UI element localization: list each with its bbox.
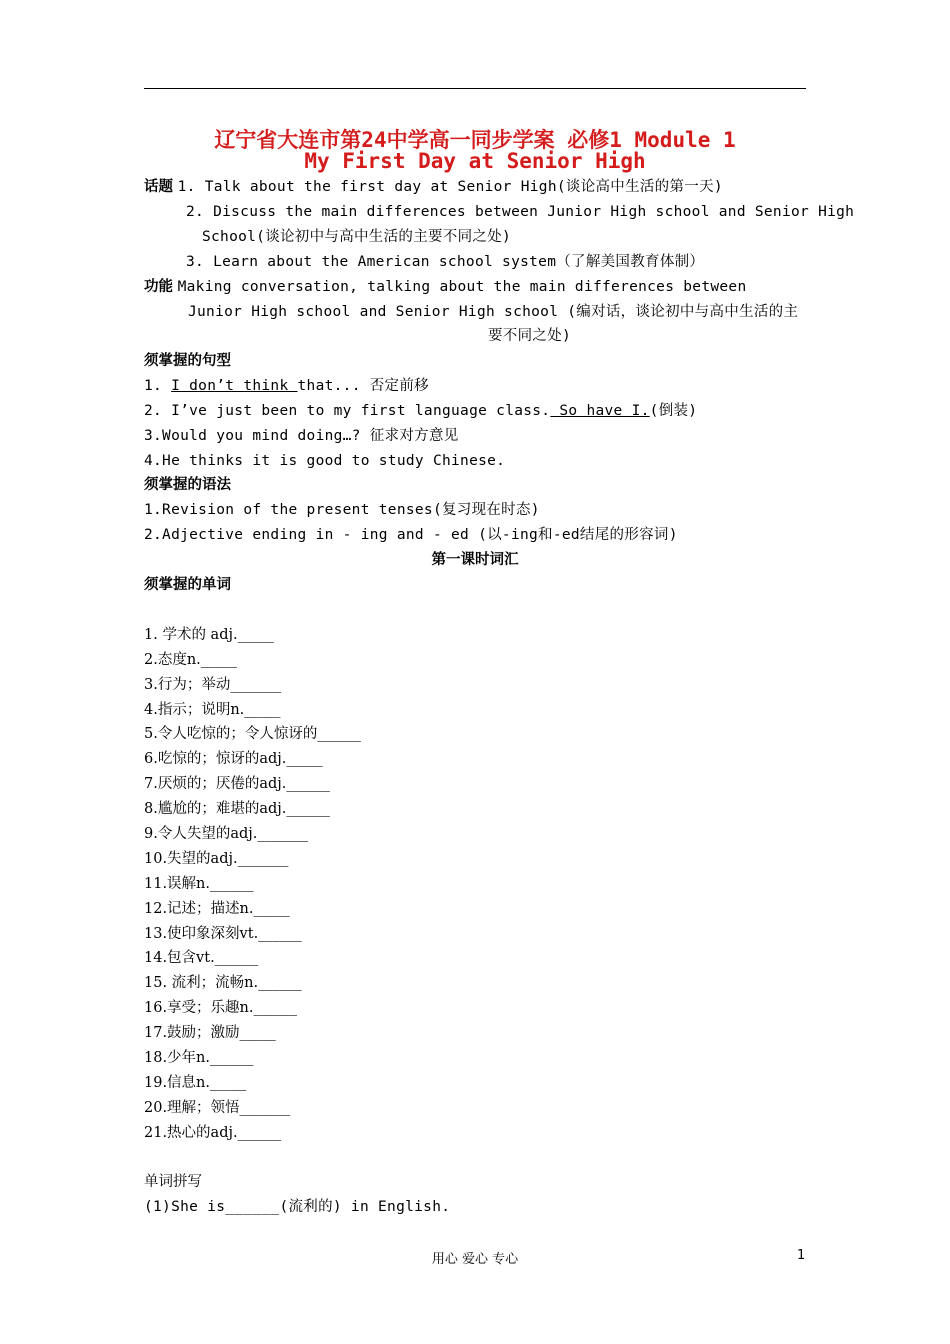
vocab-item: 3.行为；举动_______ <box>144 677 282 693</box>
sentence-1-rest: that... 否定前移 <box>297 378 429 394</box>
topic-item: 1. Talk about the first day at Senior High(谈论高中生活的第一天) <box>177 179 723 195</box>
topic-item: 3. Learn about the American school system（了解美国教育体制） <box>186 254 705 270</box>
lesson-heading: 第一课时词汇 <box>431 552 519 568</box>
function-line: 要不同之处) <box>488 328 572 344</box>
vocab-item: 15. 流利；流畅n.______ <box>144 975 302 991</box>
sentence-3: 3.Would you mind doing…? 征求对方意见 <box>144 428 459 444</box>
grammar-item: 2.Adjective ending in - ing and - ed (以-ing和-ed结尾的形容词) <box>144 527 678 543</box>
spelling-heading: 单词拼写 <box>144 1174 202 1190</box>
sentence-4: 4.He thinks it is good to study Chinese. <box>144 453 506 469</box>
vocab-item: 11.误解n.______ <box>144 876 254 892</box>
sentence-1-key: I don’t think <box>171 378 298 394</box>
vocab-item: 19.信息n._____ <box>144 1075 247 1091</box>
document-title: 辽宁省大连市第24中学高一同步学案 必修1 Module 1 <box>214 128 736 152</box>
function-section <box>144 277 746 297</box>
function-label: 功能 <box>144 279 173 295</box>
vocab-item: 10.失望的adj._______ <box>144 851 289 867</box>
words-heading: 须掌握的单词 <box>144 577 231 593</box>
sentence-2 <box>144 401 697 421</box>
vocab-item: 14.包含vt.______ <box>144 950 259 966</box>
vocab-item: 18.少年n.______ <box>144 1050 254 1066</box>
topic-item: School(谈论初中与高中生活的主要不同之处) <box>202 229 512 245</box>
footer-motto: 用心 爱心 专心 <box>431 1252 519 1267</box>
vocab-item: 16.享受；乐趣n.______ <box>144 1000 298 1016</box>
sentence-1 <box>144 376 429 396</box>
vocab-item: 9.令人失望的adj._______ <box>144 826 309 842</box>
sentences-heading: 须掌握的句型 <box>144 353 231 369</box>
vocab-item: 4.指示；说明n._____ <box>144 702 281 718</box>
vocab-item: 2.态度n._____ <box>144 652 238 668</box>
vocab-item: 13.使印象深刻vt.______ <box>144 926 302 942</box>
sentence-2-start: 2. I’ve just been to my first language class. <box>144 403 551 419</box>
vocab-item: 20.理解；领悟_______ <box>144 1100 291 1116</box>
vocab-item: 1. 学术的 adj._____ <box>144 627 274 643</box>
grammar-heading: 须掌握的语法 <box>144 477 231 493</box>
vocab-item: 17.鼓励；激励_____ <box>144 1025 276 1041</box>
vocab-item: 12.记述；描述n._____ <box>144 901 290 917</box>
header-rule <box>144 88 806 89</box>
vocab-item: 7.厌烦的；厌倦的adj.______ <box>144 776 330 792</box>
function-line: Making conversation, talking about the main differences between <box>177 279 747 295</box>
document-subtitle: My First Day at Senior High <box>304 149 646 173</box>
vocab-item: 5.令人吃惊的；令人惊讶的______ <box>144 726 361 742</box>
spelling-question: (1)She is______(流利的) in English. <box>144 1199 451 1215</box>
page-number: 1 <box>797 1248 806 1263</box>
topics-label: 话题 <box>144 179 173 195</box>
vocab-item: 8.尴尬的；难堪的adj.______ <box>144 801 330 817</box>
topic-item: 2. Discuss the main differences between Junior High school and Senior High <box>186 204 855 220</box>
function-line: Junior High school and Senior High school (编对话，谈论初中与高中生活的主 <box>188 304 799 320</box>
vocab-item: 6.吃惊的；惊讶的adj._____ <box>144 751 323 767</box>
sentence-2-end: (倒装) <box>649 403 698 419</box>
sentence-2-key: So have I. <box>550 403 650 419</box>
vocab-item: 21.热心的adj.______ <box>144 1125 282 1141</box>
sentence-1-number: 1. <box>144 378 172 394</box>
topics-section <box>144 177 723 197</box>
grammar-item: 1.Revision of the present tenses(复习现在时态) <box>144 502 540 518</box>
